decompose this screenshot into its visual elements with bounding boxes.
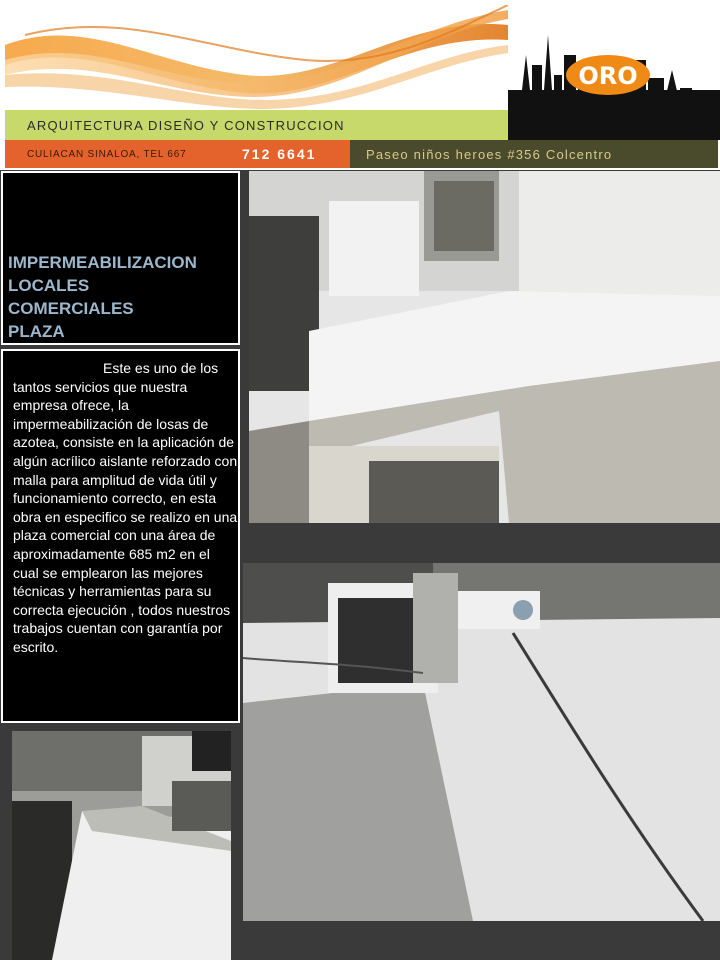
rooftop-photo-1 — [249, 171, 720, 523]
banner-swirl-graphic — [5, 5, 508, 111]
rooftop-photo-2 — [243, 563, 720, 921]
tagline: ARQUITECTURA DISEÑO Y CONSTRUCCION — [27, 118, 345, 133]
address: Paseo niños heroes #356 Colcentro — [366, 147, 613, 162]
rooftop-photo-3 — [12, 731, 231, 960]
title-line: IMPERMEABILIZACION — [8, 253, 197, 272]
contact-bar — [5, 140, 350, 168]
city-label: CULIACAN SINALOA, TEL 667 — [27, 149, 187, 160]
title-line: PLAZA — [8, 322, 65, 341]
tagline-bar — [5, 110, 508, 140]
logo — [508, 0, 720, 140]
title-panel — [1, 171, 240, 345]
address-bar — [350, 140, 718, 168]
description-text: Este es uno de los tantos servicios que nuestra empresa ofrece, la impermeabilización de losas de azotea, consiste en la aplicación de algún acrílico aislante reforzado con malla para amplitud de vida útil y funcionamiento correcto, en esta obra en especifico se realizo en una plaza comercial con una área de aproximadamente 685 m2 en el cual se emplearon las mejores técnicas y herramientas para su correcta ejecución , todos nuestros trabajos cuentan con garantía por escrito. — [13, 360, 238, 655]
title-line: COMERCIALES — [8, 299, 134, 318]
description-panel — [1, 349, 240, 723]
title-line: LOCALES — [8, 276, 90, 295]
logo-text: ORO — [578, 62, 638, 90]
phone-number: 712 6641 — [242, 146, 317, 162]
